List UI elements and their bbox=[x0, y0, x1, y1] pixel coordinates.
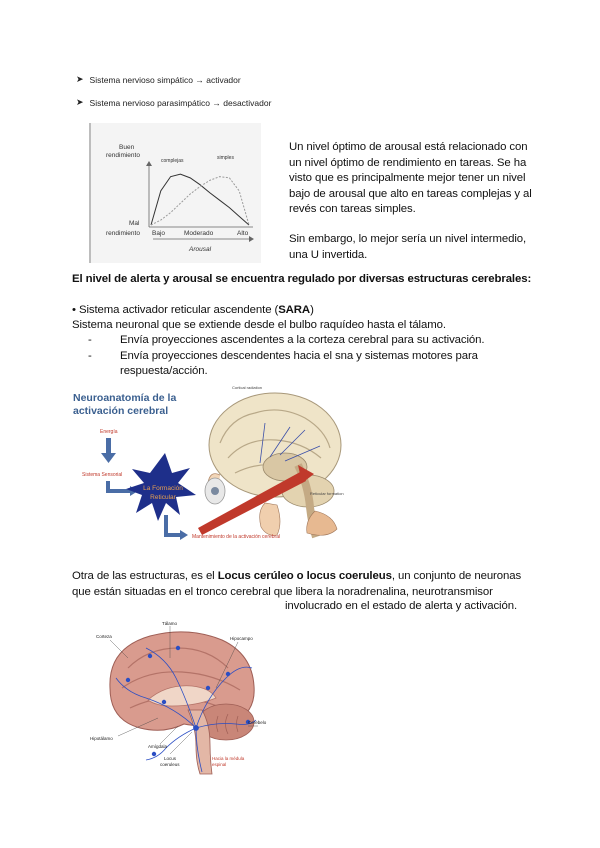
neuroanatomy-figure bbox=[70, 383, 345, 549]
corteza-label: Corteza bbox=[96, 634, 112, 639]
side-paragraph-1: Un nivel óptimo de arousal está relacionado con un nivel óptimo de rendimiento en tareas. Se ha visto que es principalmente mejor tener un nivel bajo de arousal que alto en tareas complejas y al revés con tareas simples. bbox=[289, 141, 532, 216]
cerebelo-label: Cerebelo bbox=[248, 720, 267, 725]
locus-brain-illustration bbox=[88, 618, 274, 780]
arrowhead-bullet-icon: ➤ bbox=[76, 97, 84, 107]
locus-label-line2: coeruleus bbox=[160, 762, 180, 767]
amigdala-label: Amígdala bbox=[148, 744, 168, 749]
formacion-label-line2: Reticular bbox=[150, 494, 176, 501]
hipocampo-label: Hipocampo bbox=[230, 636, 253, 641]
x-tick-alto: Alto bbox=[237, 230, 249, 237]
list-item-text: Envía proyecciones descendentes hacia el sna y sistemas motores para respuesta/acción. bbox=[120, 349, 478, 378]
ylabel-bottom-line1: Mal bbox=[129, 220, 140, 227]
list-item bbox=[88, 333, 498, 349]
sistema-sensorial-label: Sistema Sensorial bbox=[82, 472, 123, 478]
sara-suffix: ) bbox=[310, 304, 314, 316]
list-item bbox=[88, 349, 498, 380]
reticular-formation-label: Reticular formation bbox=[310, 491, 344, 496]
locus-line3: involucrado en el estado de alerta y activación. bbox=[285, 600, 518, 612]
hacia-medula-label-line1: Hacia la médula bbox=[212, 756, 245, 761]
ylabel-top-line1: Buen bbox=[119, 144, 135, 151]
sara-description: Sistema neuronal que se extiende desde el bulbo raquídeo hasta el tálamo. bbox=[72, 319, 446, 331]
energia-label: Energía bbox=[100, 429, 118, 435]
cortical-radiation-label: Cortical radiation bbox=[232, 385, 263, 390]
energy-arrow-shaft bbox=[106, 438, 111, 453]
hacia-medula-label-line2: espinal bbox=[212, 762, 227, 767]
locus-suffix: , un conjunto de neuronas que están situadas en el tronco cerebral que libera la noradrenalina, neurotransmisor bbox=[72, 570, 522, 598]
locus-bold: Locus cerúleo o locus coeruleus bbox=[217, 570, 392, 582]
figure-title-line1: Neuroanatomía de la bbox=[73, 392, 177, 404]
bullet-text: Sistema nervioso simpático → activador bbox=[89, 74, 241, 85]
chart-left-edge bbox=[89, 123, 91, 263]
sara-prefix: • Sistema activador reticular ascendente ( bbox=[72, 304, 279, 316]
x-tick-moderado: Moderado bbox=[184, 230, 214, 237]
x-tick-bajo: Bajo bbox=[152, 230, 166, 237]
locus-label-line1: Locus bbox=[164, 756, 177, 761]
arousal-chart bbox=[89, 123, 261, 263]
arousal-chart-figure bbox=[89, 123, 261, 263]
sara-list bbox=[88, 333, 498, 380]
talamo-label: Tálamo bbox=[162, 621, 178, 626]
chart-background bbox=[89, 123, 261, 263]
mantenimiento-label: Mantenimiento de la activación cerebral bbox=[192, 534, 281, 540]
x-axis-label: Arousal bbox=[189, 246, 212, 253]
dash-bullet: - bbox=[88, 349, 92, 362]
ylabel-bottom-line2: rendimiento bbox=[106, 230, 140, 237]
list-item-text: Envía proyecciones ascendentes a la corteza cerebral para su activación. bbox=[120, 334, 485, 346]
locus-paragraph bbox=[72, 569, 534, 600]
dash-bullet: - bbox=[88, 334, 92, 346]
ylabel-top-line2: rendimiento bbox=[106, 152, 140, 159]
series-label-complejas: complejas bbox=[161, 158, 184, 164]
figure-title-line2: activación cerebral bbox=[73, 405, 169, 417]
bullet-text: Sistema nervioso parasimpático → desactivador bbox=[89, 97, 272, 108]
side-paragraph-2: Sin embargo, lo mejor sería un nivel intermedio, una U invertida. bbox=[289, 233, 527, 261]
neuroanatomy-illustration bbox=[70, 383, 345, 549]
sara-bold: SARA bbox=[278, 304, 311, 316]
bullet-simpatico bbox=[76, 74, 241, 85]
locus-prefix: Otra de las estructuras, es el bbox=[72, 570, 218, 582]
formacion-label-line1: La Formación bbox=[143, 485, 183, 492]
series-label-simples: simples bbox=[217, 155, 234, 161]
arrowhead-bullet-icon: ➤ bbox=[76, 74, 84, 84]
hipotalamo-label: Hipotálamo bbox=[90, 736, 113, 741]
section-heading: El nivel de alerta y arousal se encuentra regulado por diversas estructuras cerebrales: bbox=[72, 273, 532, 285]
sara-line bbox=[72, 303, 542, 319]
bullet-parasimpatico bbox=[76, 97, 271, 108]
locus-coeruleus-figure bbox=[88, 618, 274, 780]
